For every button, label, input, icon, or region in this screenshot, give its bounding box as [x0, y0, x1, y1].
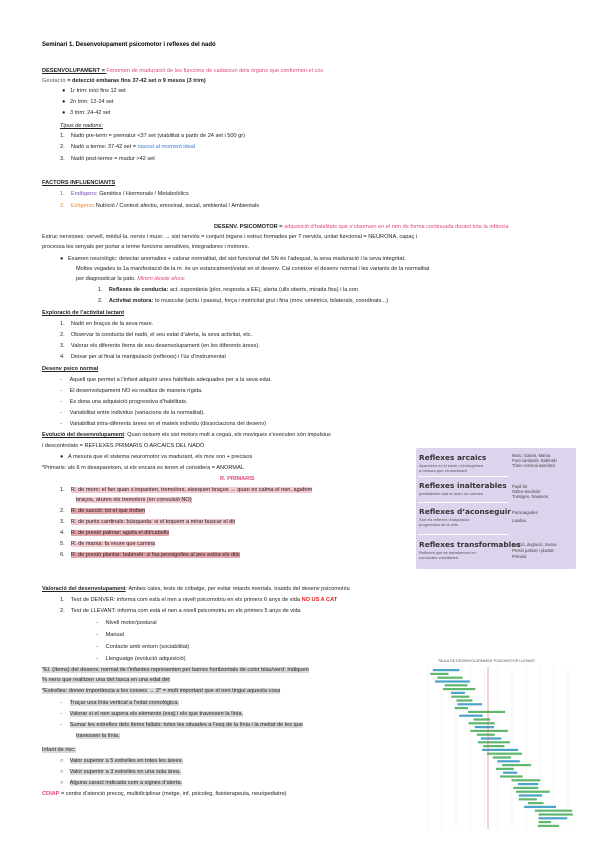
reflex-row-sub: Reflexes que es transformen en	[419, 550, 476, 555]
chart-bar	[451, 692, 465, 694]
list-item: - Manual	[96, 632, 124, 638]
list-item: - Aquell que permet a l’infant adquirir unes habilitats adequades per a la seva edat.	[60, 377, 272, 383]
reflex-row-title: Reflexes transformables	[419, 540, 521, 549]
reflex-row-examples: Tònic cervical asimètric	[512, 463, 556, 468]
list-item: 2. R. de succió: tot el que troben	[60, 508, 146, 514]
chart-bar	[481, 737, 502, 739]
chart-bar	[456, 699, 472, 701]
list-item: 1. R. de moro: el fan quan s’espanten, tremolors, aixequen braços → quan es calma el nen, agafem	[60, 487, 313, 493]
chart-bar	[433, 669, 460, 671]
list-item: - Valorar si el nen supera els elements (esq) i els que travessen la línia.	[60, 711, 244, 717]
chart-bar	[503, 772, 517, 774]
reflex-row-sub: a mesura que va madurant	[419, 468, 467, 473]
list-item: - Contacte amb entorn (sociabilitat)	[96, 644, 190, 650]
reflex-summary-box	[416, 448, 576, 569]
reflex-row-examples: Punt cardinals, Babinski	[512, 458, 557, 463]
cdiap-line: CDIAP = centre d’atenció precoç, multidiciplinar (metge, inf, psicoleg, fisioterapeuta, neuripediatre)	[42, 791, 287, 797]
chart-bar	[451, 696, 469, 698]
reflex-row-examples: Osteo-tendinós	[512, 489, 541, 494]
list-item-cont: braços, aturen els tremolors (en convulsió NO)	[76, 497, 192, 503]
valoracio-line: Valoració del desenvolupament: Ambes cales, tests de cribatge, per evitar retards mentals, trastds del desenv psicomotriu	[42, 586, 350, 592]
chart-bar	[539, 817, 568, 819]
primaris-note: *Primaris: als 6 m desapareixen, si els encara es tenen el considera = ANORMAL	[42, 465, 244, 471]
list-item: ● Examen neurològic: detectar anomalies + valorar normalitat, del sist funcional del SN és l’adequat, la seva maduració i la seva integritat.	[60, 256, 406, 262]
reflex-row-examples: Paracaigudes	[512, 510, 538, 515]
list-item: ○ Alguna caract indicada com a signes d’alerta.	[60, 780, 183, 786]
list-item-cont: per diagnosticar la pato. Mirem desde afora:	[76, 276, 186, 282]
chart-graphic	[418, 665, 582, 831]
reflex-row-sub: conductes voluntàries	[419, 555, 458, 560]
list-item: ○ Valor superior a 5 estrelles en totes les àrees.	[60, 758, 183, 764]
chart-bar	[457, 703, 482, 705]
chart-bar	[468, 711, 505, 713]
reflex-row-examples: Pupil·lar	[512, 484, 528, 489]
idescontrol-line: i descontrolats = REFLEXES PRIMARIS O ARCAICS DEL NADÓ	[42, 443, 205, 449]
chart-bar	[518, 783, 538, 785]
list-item: ● 1r trim: inici fins 12 set	[62, 88, 126, 94]
list-item: - Traçar una línia vertical a l’edat cronològica.	[60, 700, 179, 706]
list-item: 2. Nadó a terme: 37-42 set = nascut al moment ideal	[60, 144, 196, 150]
chart-bar	[497, 760, 519, 762]
list-item: 3. R. de punts cardinals: búsqueda: si el toquem a mirar buscar el dit	[60, 519, 236, 525]
list-item: ○ Valor superior a 3 estrelles en una sola àrea.	[60, 769, 181, 775]
list-item: - Variabilitat entre individus (variacions de la normalitat).	[60, 410, 205, 416]
divider	[418, 476, 508, 477]
list-item: 1. Nadó pre-term = prematur <37 set (viabilitat a partir de 24 set i 500 gr)	[60, 133, 246, 139]
chart-bar	[513, 787, 538, 789]
list-item: 1. Endògens: Genètics / Hormonals / Metabolòlics	[60, 191, 189, 197]
chart-bar	[500, 775, 523, 777]
list-item: 2. Test de LLEVANT: informa com està el nen a nivell psicomotriu en els primers 5 anys de vida	[60, 608, 301, 614]
chart-bar	[519, 794, 542, 796]
llevant-chart	[418, 659, 582, 831]
list-item: 3. Nadó post-terme = madur >42 set	[60, 156, 155, 162]
chart-bar	[482, 749, 518, 751]
reflex-row-sub: Apareixen en el nadó i s’extingeixen	[419, 463, 484, 468]
chart-bar	[539, 821, 552, 823]
primaris-title: R. PRIMARIS	[220, 476, 255, 482]
chart-bar	[435, 680, 470, 682]
reflex-row-sub: progressiva de la vida	[419, 522, 458, 527]
reflex-row-examples: Tussígen, Nauseos	[512, 494, 548, 499]
chart-bar	[502, 764, 531, 766]
list-item: 1. Test de DENVER: informa com està el nen a nivell psicomotriu en els primers 6 anys de vida NO US A CAT	[60, 597, 338, 603]
note-line: *Estrelles: donen importància a les cosses → 3* = molt important que el nen tingui aquesta cosa	[42, 688, 281, 694]
chart-bar	[477, 734, 495, 736]
nado-types-label: Tipus de nadons:	[60, 123, 103, 129]
chart-bar	[475, 726, 494, 728]
reflex-row-examples: Prènsió	[512, 554, 527, 559]
list-item: - El desenvolupament NO es realitza de manera rígida.	[60, 388, 203, 394]
desenv-normal-title: Desenv psico normal	[42, 366, 99, 372]
chart-bar	[519, 798, 537, 800]
reflex-row-examples: Moro, Galant, Marxa	[512, 453, 551, 458]
chart-bar	[455, 707, 468, 709]
reflex-row-title: Reflexes arcaics	[419, 453, 487, 462]
list-item: ● A mesura que el sistema neuromotor va madurant, els mov son + precisos	[60, 454, 253, 460]
list-item: 2. Observar la conducta del nadó, el seu estat d’alerta, la seva activitat, etc.	[60, 332, 253, 338]
note-line: *El. (ítems) del desenv. normal de l’infantes representen per barres horitzontals de color blau/verd: Indiquen	[42, 667, 309, 673]
estruc-line: Estruc nervioses: cervell, mèdul·la, nervis i musc → sist nerviós = conjunt òrgans i estruc formades per T nerviós, unitat funcional = NEURONA, capaç i	[42, 234, 418, 240]
reflex-row-examples: Landau	[512, 518, 526, 523]
chart-bar	[493, 756, 511, 758]
doc-title: Seminari 1. Desenvolupament psicomotor i reflexes del nadó	[42, 42, 216, 48]
list-item: - Sumar les estrelles dels ítems fallats: totes les situades a l’esq de la línia i la meitat de les que	[60, 722, 303, 728]
exploracio-title: Exploració de l’activitat lactant	[42, 310, 125, 316]
list-item: - Nivell motor/postural	[96, 620, 157, 626]
list-item: ● 3 trim: 24-42 set	[62, 110, 111, 116]
reflex-row-title: Reflexes d’aconseguir	[419, 507, 511, 516]
chart-bar	[516, 791, 550, 793]
reflex-row-title: Reflexes inalterables	[419, 481, 507, 490]
chart-bar	[539, 813, 573, 815]
divider	[418, 534, 508, 535]
chart-bar	[538, 825, 559, 827]
gestacio-line: Gestació = detecció embaras fins 37-42 set o 9 mesos (3 trim)	[42, 78, 206, 84]
chart-bar	[443, 688, 475, 690]
list-item: 2. Exògens: Nutrició / Context afectiu, emocinal, social, ambiental / Ambientals	[60, 203, 260, 209]
note-line: % nens que realitzen una det tasca en una edat det	[42, 677, 170, 683]
risc-label: Infant de risc:	[42, 747, 76, 753]
chart-bar	[459, 715, 483, 717]
chart-bar	[524, 806, 556, 808]
reflex-row-sub: Són els reflexes d’adquisició	[419, 517, 470, 522]
list-item: ● 2n trim: 12-24 set	[62, 99, 114, 105]
list-item: 4. R. de presió palmar: agafa el dit/cabells	[60, 530, 170, 536]
desenv-line: DESENVOLUPAMENT = Fenomen de maduració de les funcions de cadascun dels òrgans que conformen el cos	[42, 68, 324, 74]
chart-bar	[469, 722, 495, 724]
chart-bar	[512, 779, 541, 781]
list-item: 3. Valorar els diferents ítems de seu desenvolupament (en les diferents àrees).	[60, 343, 260, 349]
reflex-row-examples: Presió palmar i plantar	[512, 548, 554, 553]
list-item: 1. Nadó en braços de la seva mare.	[60, 321, 154, 327]
psicomotor-line: DESENV. PSICOMOTOR = adquisició d’habilitats que s’observen en el nen de forma continuada durant tota la infància	[214, 224, 509, 230]
list-item: 6. R. de presió plantar: babinski: si fas pessigolles al peu estira els dits	[60, 552, 240, 558]
reflex-row-examples: Succió, deglució, marxa	[512, 542, 557, 547]
list-item-cont: Moltes vegades la 1a manifestació de la m. és un estancament/estat en el desenv. Cal conèixer el desenv normal i les variants de la normalitat	[76, 266, 430, 272]
chart-bar	[528, 802, 543, 804]
chart-bar	[437, 677, 462, 679]
chart-bar	[445, 684, 468, 686]
evolucio-line: Evolució del desenvolupament: Quan neixem els sist motors molt a cegaú, els moviques s’executen són impulsius	[42, 432, 331, 438]
list-item: - Variabilitat intra-diferents àrees en el mateix individu (dissociacions del desenv)	[60, 421, 267, 427]
chart-bar	[496, 768, 514, 770]
list-item: 4. Deixar per al final la manipulació (reflexes) i l’ús d’instrumental	[60, 354, 226, 360]
chart-title: TAULA DE DESENVOLUPAMENT PSICOMOTOR LLEVANT	[438, 659, 536, 663]
chart-bar	[535, 810, 572, 812]
list-item: 1. Reflexes de conducta: act. espontània (plor, resposta a EE), alerta (ulls oberts, mirada fixa) i la son	[98, 287, 358, 293]
list-item: - Llenguatge (evolució adquisició)	[96, 656, 186, 662]
list-item: - Es dona una adquisició progressiva d’habilitats.	[60, 399, 188, 405]
chart-bar	[430, 673, 448, 675]
list-item: 2. Activitat motora: to muscular (actiu i passiu), força i motricitat grui i fina (mov. simètrics, bilaterals, coordinats...)	[98, 298, 388, 304]
list-item-cont: travessen la línia.	[76, 733, 120, 739]
chart-bar	[470, 730, 508, 732]
chart-bar	[483, 745, 504, 747]
divider	[418, 502, 508, 503]
chart-bar	[487, 753, 522, 755]
list-item: 5. R. de marxa: fa veure que camina	[60, 541, 156, 547]
factors-title: FACTORS INFLUENCIANTS	[42, 180, 116, 186]
estruc-line: processa les senyals per portar a terme funcions sensitives, integradores i motores.	[42, 244, 250, 250]
reflex-row-sub: persisteixen tota la vida i no canvien	[419, 491, 484, 496]
chart-bar	[478, 741, 510, 743]
